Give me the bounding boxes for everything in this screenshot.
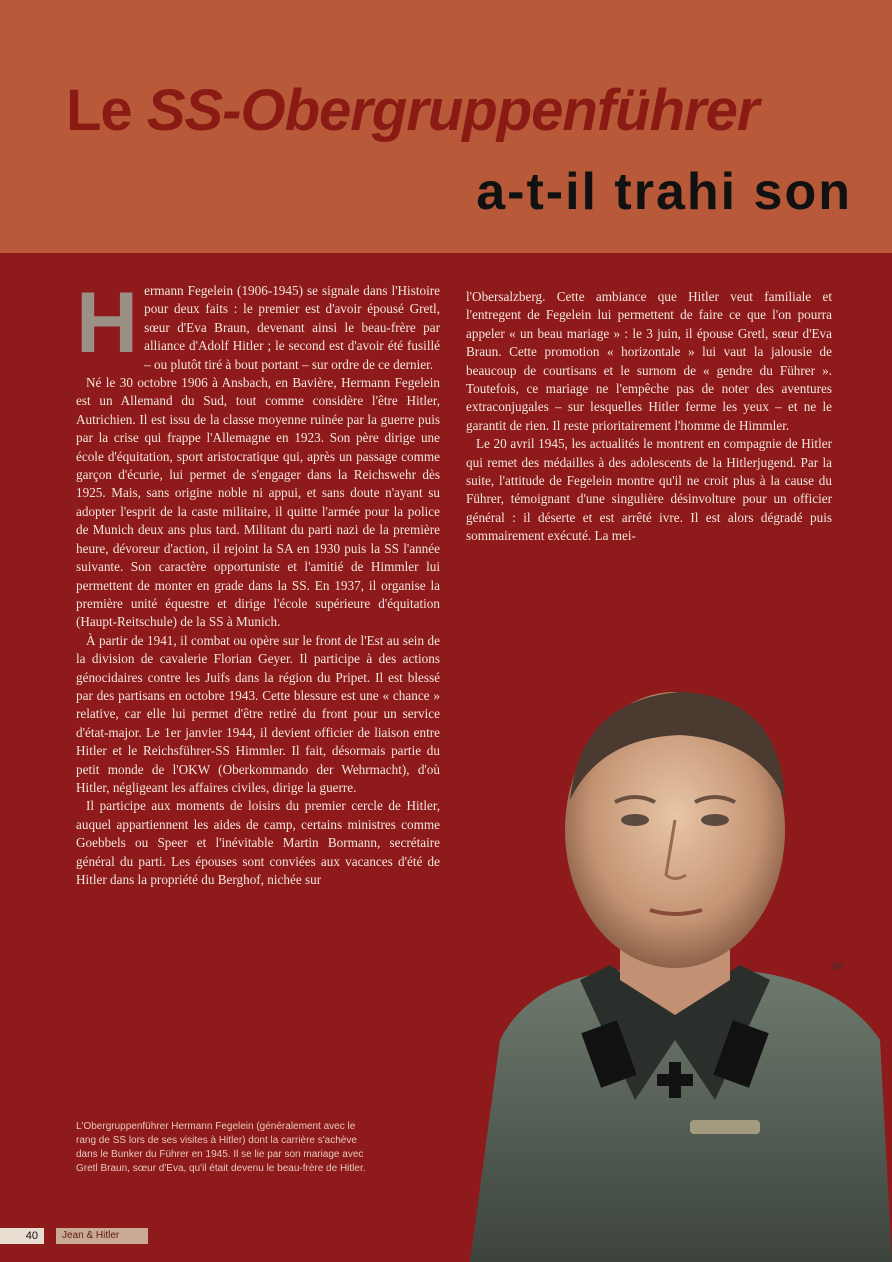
paragraph-text: ermann Fegelein (1906-1945) se signale dans l'Histoire pour deux faits : le premier est d'avoir épousé Gretl, sœur d'Eva Braun, devenant ainsi le beau-frère par alliance d'Adolf Hitler ; le second est d'avoir été fusillé – ou plutôt tiré à bout portant – sur ordre de ce dernier. [144,283,440,372]
headline-line-2: a-t-il trahi son [476,163,852,221]
headline-prefix: Le [66,78,147,143]
paragraph: Il participe aux moments de loisirs du premier cercle de Hitler, auquel appartiennent les aides de camp, certains ministres comme Goebbels ou Speer et l'inévitable Martin Bormann, secrétaire général du parti. Les épouses sont conviées aux vacances d'été de Hitler dans la propriété du Berghof, nichée sur [76,798,440,887]
photo-credit: DR [832,962,844,971]
paragraph: Le 20 avril 1945, les actualités le montrent en compagnie de Hitler qui remet des médailles à des adolescents de la Hitlerjugend. Par la suite, l'attitude de Fegelein montre qu'il ne croit plus à la cause du Führer, témoignant d'une singulière désinvolture pour un officier général : il déserte et est arrêté ivre. Il est alors dégradé puis sommairement exécuté. La mei- [466,436,832,544]
paragraph: À partir de 1941, il combat ou opère sur le front de l'Est au sein de la division de cavalerie Florian Geyer. Il participe à des actions génocidaires contre les Juifs dans la région du Pripet. Il est blessé par des partisans en octobre 1943. Cette blessure est une « chance » relative, car elle lui permet d'être retiré du front pour un service d'état-major. Le 1er janvier 1944, il devient officier de liaison entre Hitler et le Reichsführer-SS Himmler. Il fait, désormais partie du petit monde de l'OKW (Oberkommando der Wehrmacht), d'où Hitler, négligeant les affaires civiles, dirige la guerre. [76,632,440,795]
article-column-right [466,288,832,546]
paragraph: Né le 30 octobre 1906 à Ansbach, en Bavière, Hermann Fegelein est un Allemand du Sud, tout comme considère l'être Hitler, Autrichien. Il est issu de la classe moyenne ruinée par la guerre puis par la crise qui frappe l'Allemagne en 1923. Son père dirige une école d'équitation, sport aristocratique qui, après un passage comme garçon d'écurie, lui permet de s'engager dans la Reichswehr dès 1925. Mais, sans origine noble ni appui, et sans doute n'ayant su adopter l'esprit de la caste militaire, il quitte l'armée pour la police de Munich deux ans plus tard. Militant du parti nazi de la première heure, dévoreur d'action, il rejoint la SA en 1930 puis la SS l'année suivante. Son caractère opportuniste et l'amitié de Himmler lui permettent de monter en grade dans la SS. En 1937, il organise la première unité équestre et dirige l'école supérieure d'équitation (Haupt-Reitschule) de la SS à Munich. [76,375,440,630]
photo-caption: L'Obergruppenführer Hermann Fegelein (généralement avec le rang de SS lors de ses visites à Hitler) dont la carrière s'achève dans le Bunker du Führer en 1945. Il se lie par son mariage avec Gretl Braun, sœur d'Eva, qu'il était devenu le beau-frère de Hitler. [76,1121,366,1174]
headline-line-1 [66,76,866,146]
drop-cap: H [76,275,139,371]
paragraph [76,275,440,374]
page-number: 40 [0,1228,44,1244]
portrait-illustration [460,680,892,1262]
portrait-photo [460,680,892,1262]
journal-label: Jean & Hitler [56,1228,148,1244]
paragraph: l'Obersalzberg. Cette ambiance que Hitler veut familiale et l'entregent de Fegelein lui permettent de faire ce que l'on pourra appeler « un beau mariage » : le 3 juin, il épouse Gretl, sœur d'Eva Braun. Cette promotion « horizontale » lui vaut la jalousie de beaucoup de courtisans et le surnom de « gendre du Führer ». Toutefois, ce mariage ne l'empêche pas de noter des aventures extraconjugales – sur lesquelles Hitler ferme les yeux – et ne le garantit de rien. Il reste prioritairement l'homme de Himmler. [466,289,832,433]
headline-italic: SS-Obergruppenführer [146,78,759,143]
article-column-left [76,275,440,889]
